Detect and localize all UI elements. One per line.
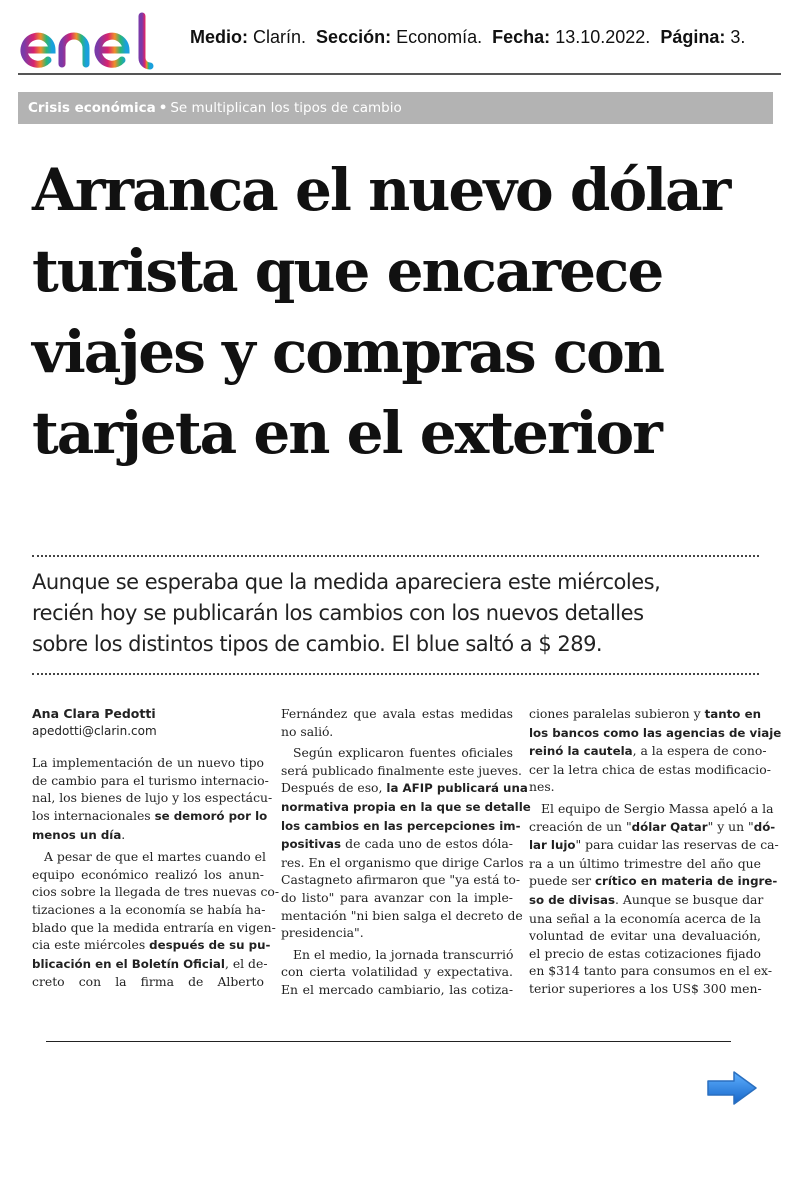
article-text-line [281,705,513,723]
article-text-line [281,907,523,925]
section-bullet: • [158,100,168,116]
bold-text: reinó la cautela [529,744,633,759]
article-text-line [32,955,268,974]
body-text: cia este miércoles [32,937,150,953]
lead-line: sobre los distintos tipos de cambio. El blue saltó a $ 289. [32,632,603,656]
byline-author: Ana Clara Pedotti [32,706,156,721]
article-text-line [529,872,778,891]
body-text: " para cuidar las reservas de ca- [575,837,779,853]
article-text-line [529,761,771,779]
section-subtitle: Se multiplican los tipos de cambio [170,100,402,116]
article-text-line [32,772,269,790]
body-text: cios sobre la llegada de tres nuevas co- [32,884,280,900]
body-text: terior superiores a los US$ 300 men- [529,980,762,996]
bottom-divider [46,1041,731,1042]
bold-text: positivas [281,837,341,852]
body-text: nal, los bienes de lujo y los espectácu- [32,790,273,806]
article-text-line [529,800,774,818]
article-text-line [281,854,524,872]
seccion-value: Economía. [396,27,483,47]
fecha-label: Fecha: [492,27,551,47]
headline-line: turista que encarece [32,237,663,305]
body-text: Según explicaron fuentes oficiales [293,745,513,761]
byline-email: apedotti@clarin.com [32,723,157,738]
article-text-line [32,848,264,866]
body-text: cer la letra chica de estas modificacio- [529,761,771,777]
body-text: do listo" para avanzar con la imple- [281,889,513,905]
article-text-line [281,963,513,981]
bold-text: so de divisas [529,892,616,907]
bold-text: crítico en materia de ingre- [595,874,778,889]
body-text: creación de un " [529,818,632,834]
body-text: será publicado finalmente este jueves. [281,762,523,778]
bold-text: después de su pu- [149,938,271,953]
body-text: el precio de estas cotizaciones fijado [529,945,761,961]
seccion-label: Sección: [316,27,392,47]
article-column-3 [529,705,782,998]
fecha-value: 13.10.2022. [555,27,651,47]
body-text: , a la espera de cono- [632,743,767,759]
article-text-line [529,778,761,796]
article-text-line [281,798,531,817]
article-text-line [281,946,513,964]
article-text-line [32,789,273,807]
article-text-line [281,871,521,889]
body-text: Después de eso, [281,780,387,796]
pagina-value: 3. [730,27,746,47]
body-text: no salió. [281,723,334,739]
body-text: nes. [529,779,555,795]
bold-text: blicación en el Boletín Oficial [32,956,225,971]
body-text: presidencia". [281,925,364,941]
bold-text: menos un día [32,827,122,842]
article-text-line [529,705,761,724]
body-text: voluntad de evitar una devaluación, [529,928,761,944]
body-text: en $314 tanto para consumos en el ex- [529,963,773,979]
article-text-line [281,779,528,798]
article-text-line [32,936,271,955]
article-text-line [32,883,280,901]
article-text-line [32,973,264,991]
lead-line: Aunque se esperaba que la medida apareciera este miércoles, [32,570,661,594]
body-text: puede ser [529,873,596,889]
body-text: tizaciones a la economía se había ha- [32,901,266,917]
body-text: de cada uno de estos dóla- [340,836,513,852]
article-text-line [32,807,268,826]
article-text-line [529,742,767,761]
body-text: de cambio para el turismo internacio- [32,772,269,788]
bold-text: los cambios en las percepciones im- [281,818,521,833]
body-text: ra a un último trimestre del año que [529,855,761,871]
section-band [18,92,773,124]
article-text-line [32,826,264,845]
article-text-line [529,891,764,910]
header-divider [18,73,781,75]
medio-value: Clarín. [253,27,307,47]
headline-line: viajes y compras con [32,318,664,386]
bold-text: normativa propia en la que se detalle [281,799,531,814]
article-headline [32,150,792,474]
right-arrow-icon[interactable] [706,1070,758,1106]
section-label: Crisis económica [28,100,156,116]
pagina-label: Página: [660,27,726,47]
article-text-line [281,762,523,780]
body-text: los internacionales [32,807,155,823]
lead-top-separator [32,555,759,557]
headline-line: tarjeta en el exterior [32,399,661,467]
article-text-line [281,744,513,762]
body-text: La implementación de un nuevo tipo [32,755,264,771]
enel-logo [18,12,170,70]
article-text-line [529,910,761,928]
article-text-line [281,835,513,854]
press-clipping-meta [190,27,745,48]
article-text-line [529,945,761,963]
body-text: una señal a la economía acerca de la [529,910,761,926]
article-text-line [529,836,779,855]
article-lead [32,567,772,660]
body-text: En el mercado cambiario, las cotiza- [281,981,513,997]
article-text-line [529,724,782,743]
body-text: " y un " [707,818,754,834]
article-text-line [529,962,773,980]
article-text-line [281,889,513,907]
body-text: El equipo de Sergio Massa apeló a la [541,800,774,816]
body-text: ciones paralelas subieron y [529,706,705,721]
body-text: creto con la firma de Alberto [32,974,264,990]
article-text-line [281,924,513,942]
article-text-line [281,723,513,741]
body-text: Castagneto afirmaron que "ya está to- [281,872,521,888]
body-text: res. En el organismo que dirige Carlos [281,854,524,870]
bold-text: lar lujo [529,838,576,853]
body-text: Fernández que avala estas medidas [281,706,513,721]
article-text-line [32,866,264,884]
body-text: , el de- [224,955,268,971]
bold-text: dó- [753,819,776,834]
body-text: con cierta volatilidad y expectativa. [281,964,513,980]
bold-text: tanto en [704,707,761,721]
body-text: . Aunque se busque dar [615,891,764,907]
article-text-line [281,817,521,836]
article-text-line [32,901,264,919]
body-text: A pesar de que el martes cuando el [44,849,266,865]
bold-text: se demoró por lo [154,808,268,823]
headline-line: Arranca el nuevo dólar [32,156,730,224]
bold-text: dólar Qatar [631,819,708,834]
medio-label: Medio: [190,27,248,47]
article-text-line [281,981,513,999]
article-text-line [529,855,761,873]
article-column-1 [32,705,280,991]
body-text: mentación "ni bien salga el decreto de [281,907,523,923]
article-column-2 [281,705,531,999]
body-text: . [121,826,126,842]
article-text-line [529,927,761,945]
body-text: equipo económico realizó los anun- [32,866,264,882]
body-text: En el medio, la jornada transcurrió [293,946,514,962]
article-text-line [32,754,264,772]
body-text: blado que la medida entraría en vigen- [32,919,276,935]
article-text-line [32,919,276,937]
article-text-line [529,818,776,837]
article-text-line [529,980,761,998]
bold-text: la AFIP publicará una [386,781,528,796]
bold-text: los bancos como las agencias de viaje [529,725,782,740]
lead-line: recién hoy se publicarán los cambios con los nuevos detalles [32,601,644,625]
lead-bottom-separator [32,673,759,675]
